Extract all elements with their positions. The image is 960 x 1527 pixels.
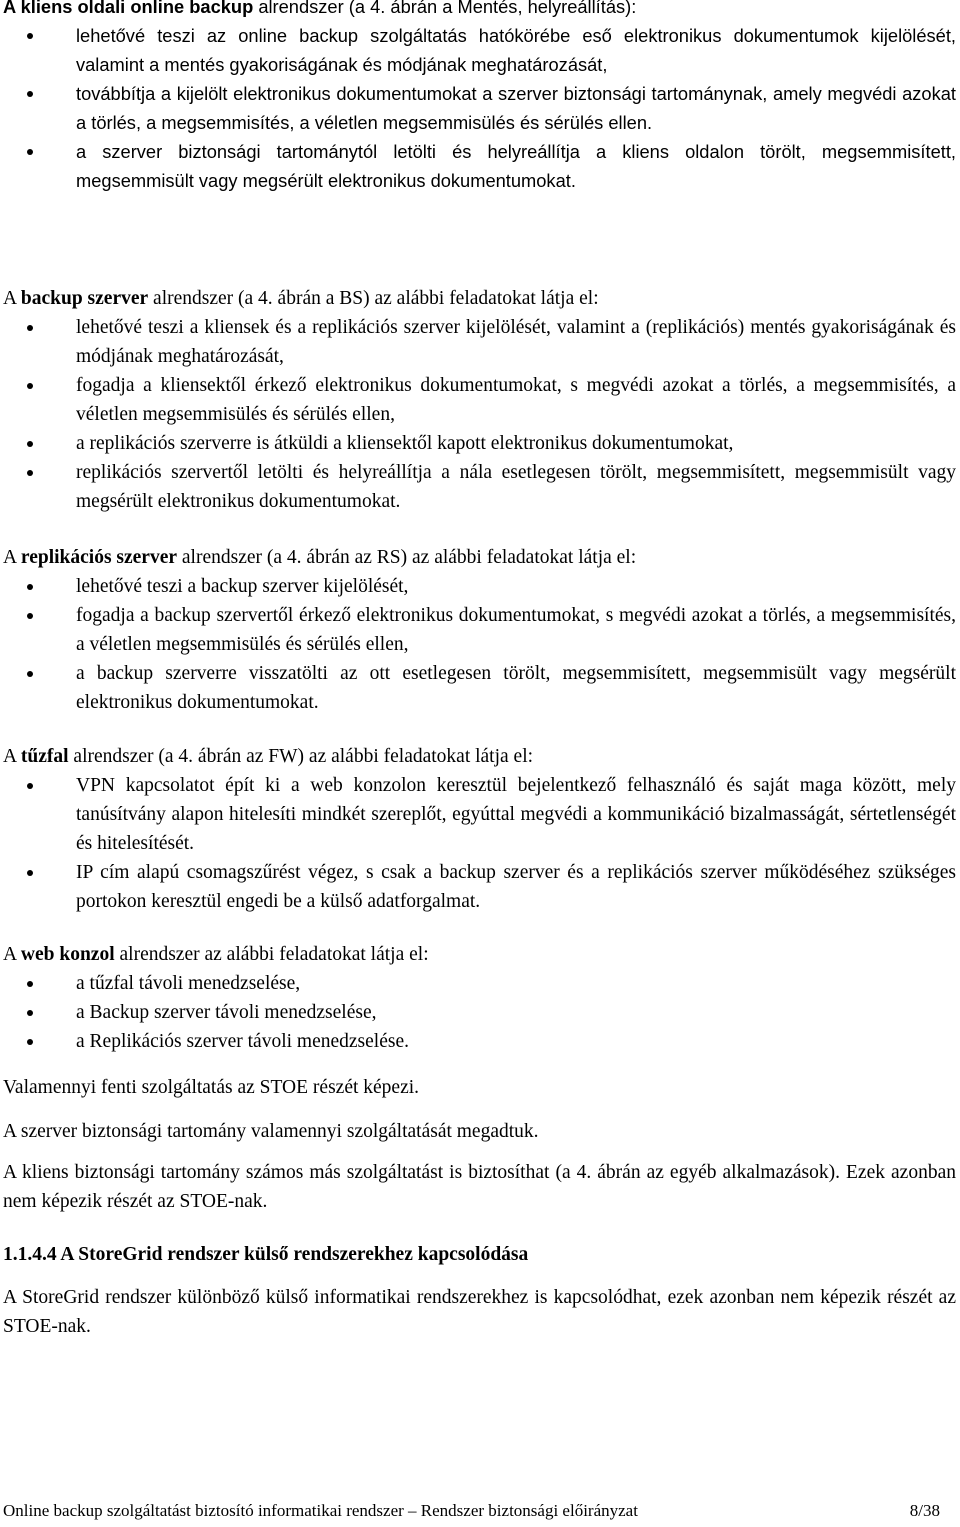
section-heading: 1.1.4.4 A StoreGrid rendszer külső rendszerekhez kapcsolódása bbox=[3, 1244, 529, 1265]
list-item: lehetővé teszi a backup szerver kijelölését, bbox=[3, 572, 956, 601]
webconsole-intro bbox=[3, 940, 956, 969]
list-item: replikációs szervertől letölti és helyreállítja a nála esetlegesen törölt, megsemmisített, megsemmisült vagy megsérült elektronikus dokumentumokat. bbox=[3, 458, 956, 516]
list-item: a Backup szerver távoli menedzselése, bbox=[3, 998, 956, 1027]
client-task-list bbox=[3, 21, 956, 195]
list-item: lehetővé teszi a kliensek és a replikációs szerver kijelölését, valamint a (replikációs) mentés gyakoriságának és módjának meghatározását, bbox=[3, 313, 956, 371]
firewall-intro bbox=[3, 742, 956, 771]
list-item: a Replikációs szerver távoli menedzselése. bbox=[3, 1027, 956, 1056]
client-intro bbox=[3, 0, 956, 21]
replication-intro-text: alrendszer (a 4. ábrán az RS) az alábbi feladatokat látja el: bbox=[177, 547, 637, 568]
replication-intro-prefix: A bbox=[3, 547, 21, 568]
backup-server-section bbox=[3, 284, 956, 516]
replication-intro bbox=[3, 543, 956, 572]
list-item: a replikációs szerverre is átküldi a kliensektől kapott elektronikus dokumentumokat, bbox=[3, 429, 956, 458]
webconsole-intro-text: alrendszer az alábbi feladatokat látja el: bbox=[114, 944, 429, 965]
client-intro-bold: A kliens oldali online backup bbox=[3, 0, 254, 17]
firewall-task-list bbox=[3, 771, 956, 916]
backup-intro-prefix: A bbox=[3, 288, 21, 309]
replication-intro-bold: replikációs szerver bbox=[20, 547, 178, 568]
client-domain-paragraph: A kliens biztonsági tartomány számos más szolgáltatást is biztosíthat (a 4. ábrán az egyéb alkalmazások). Ezek azonban nem képezik részét az STOE-nak. bbox=[3, 1162, 956, 1212]
server-domain-paragraph: A szerver biztonsági tartomány valamennyi szolgáltatását megadtuk. bbox=[3, 1121, 539, 1142]
backup-intro bbox=[3, 284, 956, 313]
backup-intro-text: alrendszer (a 4. ábrán a BS) az alábbi feladatokat látja el: bbox=[148, 288, 599, 309]
firewall-intro-prefix: A bbox=[3, 746, 21, 767]
replication-server-section bbox=[3, 543, 956, 717]
client-intro-text: alrendszer (a 4. ábrán a Mentés, helyreállítás): bbox=[253, 0, 637, 17]
list-item: VPN kapcsolatot épít ki a web konzolon keresztül bejelentkező felhasználó és saját maga között, mely tanúsítvány alapon hitelesíti mindkét szereplőt, egyúttal megvédi a kommunikáció bizalmasságát, sértetlenségét és hitelesítését. bbox=[3, 771, 956, 858]
page-number: 8/38 bbox=[909, 1501, 940, 1520]
list-item: a tűzfal távoli menedzselése, bbox=[3, 969, 956, 998]
list-item: fogadja a backup szervertől érkező elektronikus dokumentumokat, s megvédi azokat a törlés, a megsemmisítés, a véletlen megsemmisülés és sérülés ellen, bbox=[3, 601, 956, 659]
footer-title: Online backup szolgáltatást biztosító informatikai rendszer – Rendszer biztonsági előirányzat bbox=[3, 1501, 638, 1520]
backup-intro-bold: backup szerver bbox=[20, 288, 149, 309]
webconsole-task-list bbox=[3, 969, 956, 1056]
replication-task-list bbox=[3, 572, 956, 717]
list-item: a szerver biztonsági tartománytól letölti és helyreállítja a kliens oldalon törölt, megsemmisített, megsemmisült vagy megsérült elektronikus dokumentumokat. bbox=[3, 137, 956, 195]
list-item: fogadja a kliensektől érkező elektronikus dokumentumokat, s megvédi azokat a törlés, a megsemmisítés, a véletlen megsemmisülés és sérülés ellen, bbox=[3, 371, 956, 429]
list-item: a backup szerverre visszatölti az ott esetlegesen törölt, megsemmisített, megsemmisült vagy megsérült elektronikus dokumentumokat. bbox=[3, 659, 956, 717]
list-item: lehetővé teszi az online backup szolgáltatás hatókörébe eső elektronikus dokumentumok kijelölését, valamint a mentés gyakoriságának és módjának meghatározását, bbox=[3, 21, 956, 79]
page-footer bbox=[3, 1500, 940, 1522]
stoe-paragraph: Valamennyi fenti szolgáltatás az STOE részét képezi. bbox=[3, 1077, 420, 1098]
webconsole-intro-prefix: A bbox=[3, 944, 21, 965]
backup-task-list bbox=[3, 313, 956, 516]
firewall-section bbox=[3, 742, 956, 916]
web-console-section bbox=[3, 940, 956, 1056]
firewall-intro-bold: tűzfal bbox=[20, 746, 69, 767]
list-item: továbbítja a kijelölt elektronikus dokumentumokat a szerver biztonsági tartománynak, amely megvédi azokat a törlés, a megsemmisítés, a véletlen megsemmisülés és sérülés ellen. bbox=[3, 79, 956, 137]
list-item: IP cím alapú csomagszűrést végez, s csak a backup szerver és a replikációs szerver működéséhez szükséges portokon keresztül engedi be a külső adatforgalmat. bbox=[3, 858, 956, 916]
webconsole-intro-bold: web konzol bbox=[20, 944, 115, 965]
firewall-intro-text: alrendszer (a 4. ábrán az FW) az alábbi feladatokat látja el: bbox=[68, 746, 534, 767]
external-systems-paragraph: A StoreGrid rendszer különböző külső informatikai rendszerekhez is kapcsolódhat, ezek azonban nem képezik részét az STOE-nak. bbox=[3, 1287, 956, 1337]
client-section bbox=[3, 0, 956, 195]
